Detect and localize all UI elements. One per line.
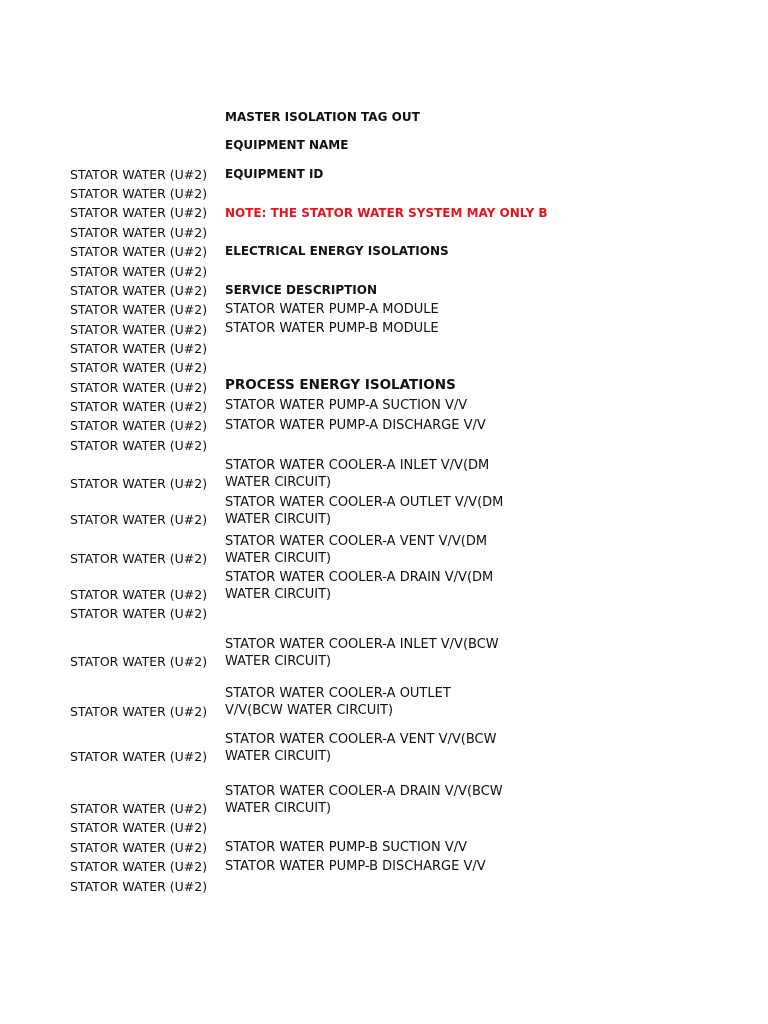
service-item: STATOR WATER COOLER-A OUTLET — [225, 686, 451, 701]
service-item: STATOR WATER PUMP-A DISCHARGE V/V — [225, 418, 486, 433]
equipment-label: STATOR WATER (U#2) — [70, 820, 208, 835]
service-item: STATOR WATER COOLER-A INLET V/V(DM — [225, 458, 490, 473]
equipment-label: STATOR WATER (U#2) — [70, 704, 208, 719]
service-item: WATER CIRCUIT) — [225, 654, 332, 669]
service-item: WATER CIRCUIT) — [225, 801, 332, 816]
equipment-name-label: EQUIPMENT NAME — [225, 138, 349, 152]
equipment-label: STATOR WATER (U#2) — [70, 380, 208, 395]
equipment-label: STATOR WATER (U#2) — [70, 302, 208, 317]
service-item: STATOR WATER PUMP-B MODULE — [225, 321, 439, 336]
equipment-label: STATOR WATER (U#2) — [70, 654, 208, 669]
service-description-label: SERVICE DESCRIPTION — [225, 283, 378, 297]
service-item: WATER CIRCUIT) — [225, 475, 332, 490]
service-item: STATOR WATER COOLER-A VENT V/V(DM — [225, 534, 488, 549]
equipment-label: STATOR WATER (U#2) — [70, 512, 208, 527]
equipment-label: STATOR WATER (U#2) — [70, 322, 208, 337]
equipment-label: STATOR WATER (U#2) — [70, 879, 208, 894]
page-title: MASTER ISOLATION TAG OUT — [225, 110, 420, 124]
equipment-label: STATOR WATER (U#2) — [70, 606, 208, 621]
equipment-label: STATOR WATER (U#2) — [70, 360, 208, 375]
service-item: STATOR WATER PUMP-A SUCTION V/V — [225, 398, 468, 413]
equipment-label: STATOR WATER (U#2) — [70, 186, 208, 201]
equipment-label: STATOR WATER (U#2) — [70, 418, 208, 433]
electrical-isolations-heading: ELECTRICAL ENERGY ISOLATIONS — [225, 244, 449, 258]
process-isolations-heading: PROCESS ENERGY ISOLATIONS — [225, 377, 456, 393]
equipment-label: STATOR WATER (U#2) — [70, 341, 208, 356]
equipment-label: STATOR WATER (U#2) — [70, 225, 208, 240]
service-item: STATOR WATER COOLER-A DRAIN V/V(DM — [225, 570, 494, 585]
equipment-label: STATOR WATER (U#2) — [70, 587, 208, 602]
service-item: WATER CIRCUIT) — [225, 587, 332, 602]
equipment-label: STATOR WATER (U#2) — [70, 859, 208, 874]
equipment-label: STATOR WATER (U#2) — [70, 551, 208, 566]
system-note: NOTE: THE STATOR WATER SYSTEM MAY ONLY B — [225, 206, 548, 220]
equipment-label: STATOR WATER (U#2) — [70, 205, 208, 220]
service-item: STATOR WATER COOLER-A VENT V/V(BCW — [225, 732, 497, 747]
equipment-label: STATOR WATER (U#2) — [70, 264, 208, 279]
equipment-label: STATOR WATER (U#2) — [70, 801, 208, 816]
service-item: WATER CIRCUIT) — [225, 512, 332, 527]
equipment-id-label: EQUIPMENT ID — [225, 167, 324, 181]
service-item: STATOR WATER COOLER-A INLET V/V(BCW — [225, 637, 499, 652]
service-item: V/V(BCW WATER CIRCUIT) — [225, 703, 394, 718]
service-item: STATOR WATER PUMP-B SUCTION V/V — [225, 840, 468, 855]
service-item: WATER CIRCUIT) — [225, 749, 332, 764]
equipment-label: STATOR WATER (U#2) — [70, 438, 208, 453]
service-item: STATOR WATER PUMP-A MODULE — [225, 302, 439, 317]
equipment-label: STATOR WATER (U#2) — [70, 244, 208, 259]
service-item: STATOR WATER COOLER-A OUTLET V/V(DM — [225, 495, 504, 510]
service-item: STATOR WATER COOLER-A DRAIN V/V(BCW — [225, 784, 503, 799]
service-item: STATOR WATER PUMP-B DISCHARGE V/V — [225, 859, 486, 874]
equipment-label: STATOR WATER (U#2) — [70, 167, 208, 182]
service-item: WATER CIRCUIT) — [225, 551, 332, 566]
equipment-label: STATOR WATER (U#2) — [70, 283, 208, 298]
equipment-label: STATOR WATER (U#2) — [70, 476, 208, 491]
equipment-label: STATOR WATER (U#2) — [70, 399, 208, 414]
equipment-label: STATOR WATER (U#2) — [70, 749, 208, 764]
equipment-label: STATOR WATER (U#2) — [70, 840, 208, 855]
